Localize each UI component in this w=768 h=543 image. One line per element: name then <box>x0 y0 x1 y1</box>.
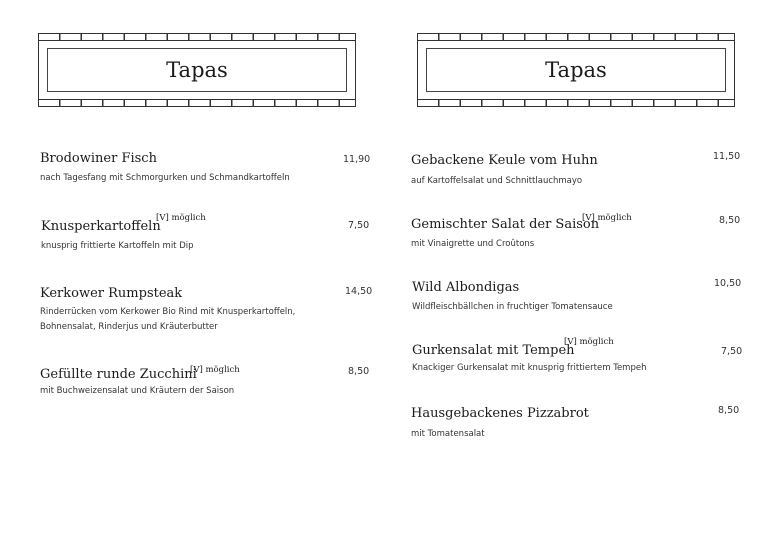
menu-item-price: 8,50 <box>719 215 741 226</box>
vegetarian-option-badge: [V] möglich <box>582 213 632 223</box>
menu-item-name: Brodowiner Fisch <box>40 151 157 166</box>
right-page-header <box>417 33 735 107</box>
menu-item-name: Knusperkartoffeln <box>41 219 161 234</box>
menu-item-price: 7,50 <box>721 346 743 357</box>
menu-item-name: Kerkower Rumpsteak <box>40 286 183 301</box>
menu-item-description: nach Tagesfang mit Schmorgurken und Schmandkartoffeln <box>40 173 290 183</box>
header-title-frame <box>47 48 347 92</box>
header-ornament-bottom <box>418 99 734 106</box>
menu-item-price: 8,50 <box>348 366 370 377</box>
menu-item-description: Knackiger Gurkensalat mit knusprig frittiertem Tempeh <box>412 363 647 373</box>
menu-item-name: Gemischter Salat der Saison <box>411 217 600 232</box>
menu-item-name: Gurkensalat mit Tempeh <box>412 343 575 358</box>
menu-item-price: 8,50 <box>718 405 740 416</box>
vegetarian-option-badge: [V] möglich <box>564 337 614 347</box>
header-title-frame <box>426 48 726 92</box>
menu-item-price: 7,50 <box>348 220 370 231</box>
menu-item-description: auf Kartoffelsalat und Schnittlauchmayo <box>411 176 583 186</box>
header-ornament-bottom <box>39 99 355 106</box>
header-ornament-top <box>418 34 734 41</box>
menu-item-name: Hausgebackenes Pizzabrot <box>411 406 589 421</box>
left-page-header <box>38 33 356 107</box>
menu-item-price: 14,50 <box>345 286 373 297</box>
menu-item-description-line: Rinderrücken vom Kerkower Bio Rind mit Knusperkartoffeln, <box>40 307 296 317</box>
menu-item-description: Wildfleischbällchen in fruchtiger Tomatensauce <box>412 302 613 312</box>
menu-item-description: mit Tomatensalat <box>411 429 485 439</box>
menu-item-name: Gebackene Keule vom Huhn <box>411 153 598 168</box>
menu-item-description: mit Vinaigrette und Croûtons <box>411 239 535 249</box>
menu-item-name: Gefüllte runde Zucchini <box>40 367 197 382</box>
menu-item-description-line: Bohnensalat, Rinderjus und Kräuterbutter <box>40 322 218 332</box>
vegetarian-option-badge: [V] möglich <box>190 365 240 375</box>
header-ornament-top <box>39 34 355 41</box>
menu-item-description: knusprig frittierte Kartoffeln mit Dip <box>41 241 194 251</box>
menu-item-price: 11,90 <box>343 154 371 165</box>
right-page-title: Tapas <box>545 58 607 82</box>
vegetarian-option-badge: [V] möglich <box>156 213 206 223</box>
menu-item-description: mit Buchweizensalat und Kräutern der Saison <box>40 386 235 396</box>
menu-item-price: 11,50 <box>713 151 741 162</box>
menu-item-price: 10,50 <box>714 278 742 289</box>
left-page-title: Tapas <box>166 58 228 82</box>
menu-item-name: Wild Albondigas <box>412 280 520 295</box>
